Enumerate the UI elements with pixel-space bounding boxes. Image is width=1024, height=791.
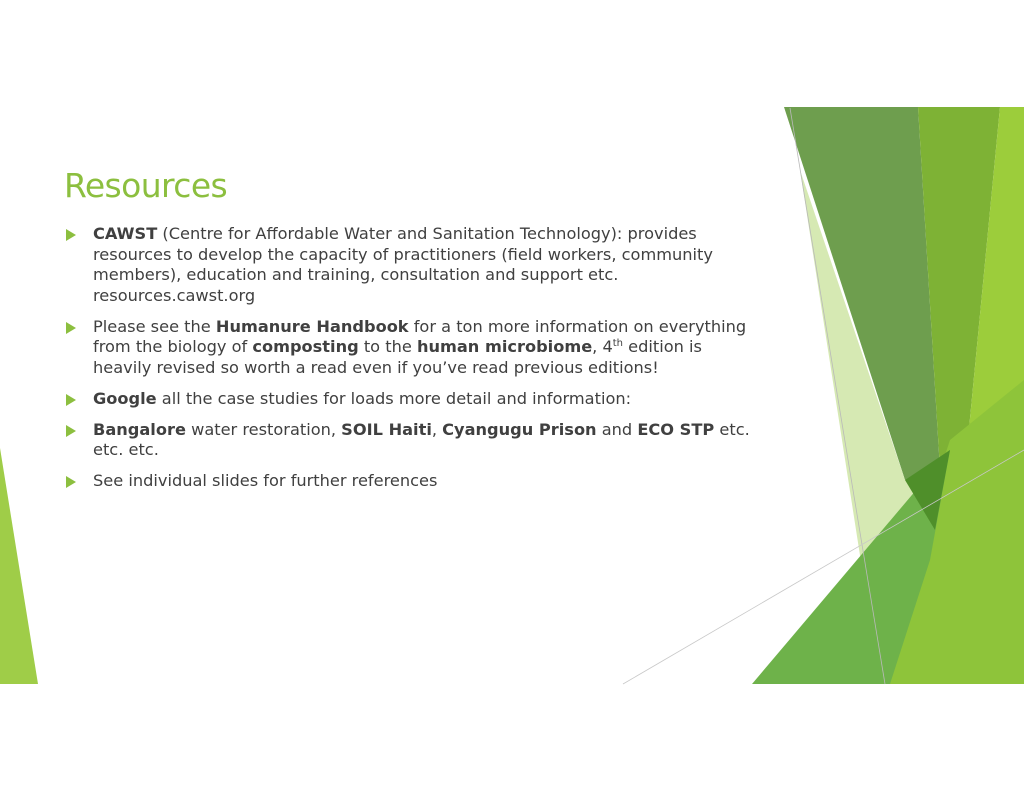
- list-item: [64, 224, 754, 306]
- resource-link[interactable]: resources.cawst.org: [93, 285, 256, 305]
- bold-text: Google: [93, 388, 157, 408]
- bold-text: ECO STP: [637, 419, 715, 439]
- text-run: etc. etc. etc.: [93, 419, 750, 459]
- list-item: [64, 471, 754, 492]
- triangle-right-icon: [66, 425, 76, 437]
- triangle-right-icon: [66, 322, 76, 334]
- text-run: for a ton more information on everything from the biology of: [93, 316, 747, 356]
- triangle-right-icon: [66, 229, 76, 241]
- list-item: [64, 389, 754, 410]
- text-run: and: [596, 419, 638, 439]
- text-run: water restoration,: [185, 419, 342, 439]
- text-run: ,: [431, 419, 443, 439]
- left-edge-shape: [0, 448, 38, 684]
- text-run: See individual slides for further references: [93, 471, 438, 490]
- triangle-right-icon: [66, 394, 76, 406]
- bold-text: CAWST: [93, 224, 158, 243]
- bullet-list: [64, 224, 754, 502]
- list-item: [64, 317, 754, 379]
- text-run: edition is heavily revised so worth a read even if you’ve read previous editions!: [93, 337, 702, 377]
- text-run: to the: [358, 337, 417, 356]
- triangle-right-icon: [66, 476, 76, 488]
- bold-text: composting: [252, 337, 359, 356]
- bold-text: Cyangugu Prison: [442, 419, 597, 439]
- bold-text: human microbiome: [416, 337, 593, 356]
- text-run: all the case studies for loads more detail and information:: [156, 388, 632, 408]
- text-run: Please see the: [93, 316, 216, 336]
- text-run: , 4: [592, 337, 613, 356]
- bold-text: Bangalore: [93, 419, 186, 439]
- list-item: [64, 420, 754, 461]
- bold-text: Humanure Handbook: [215, 316, 409, 336]
- superscript: th: [612, 338, 624, 349]
- text-run: (Centre for Affordable Water and Sanitation Technology): provides resources to develop the capacity of practitioners (field workers, community members), education and training, consultation and support etc.: [93, 224, 713, 284]
- bold-text: SOIL Haiti: [341, 419, 432, 439]
- slide-title: Resources: [64, 166, 228, 205]
